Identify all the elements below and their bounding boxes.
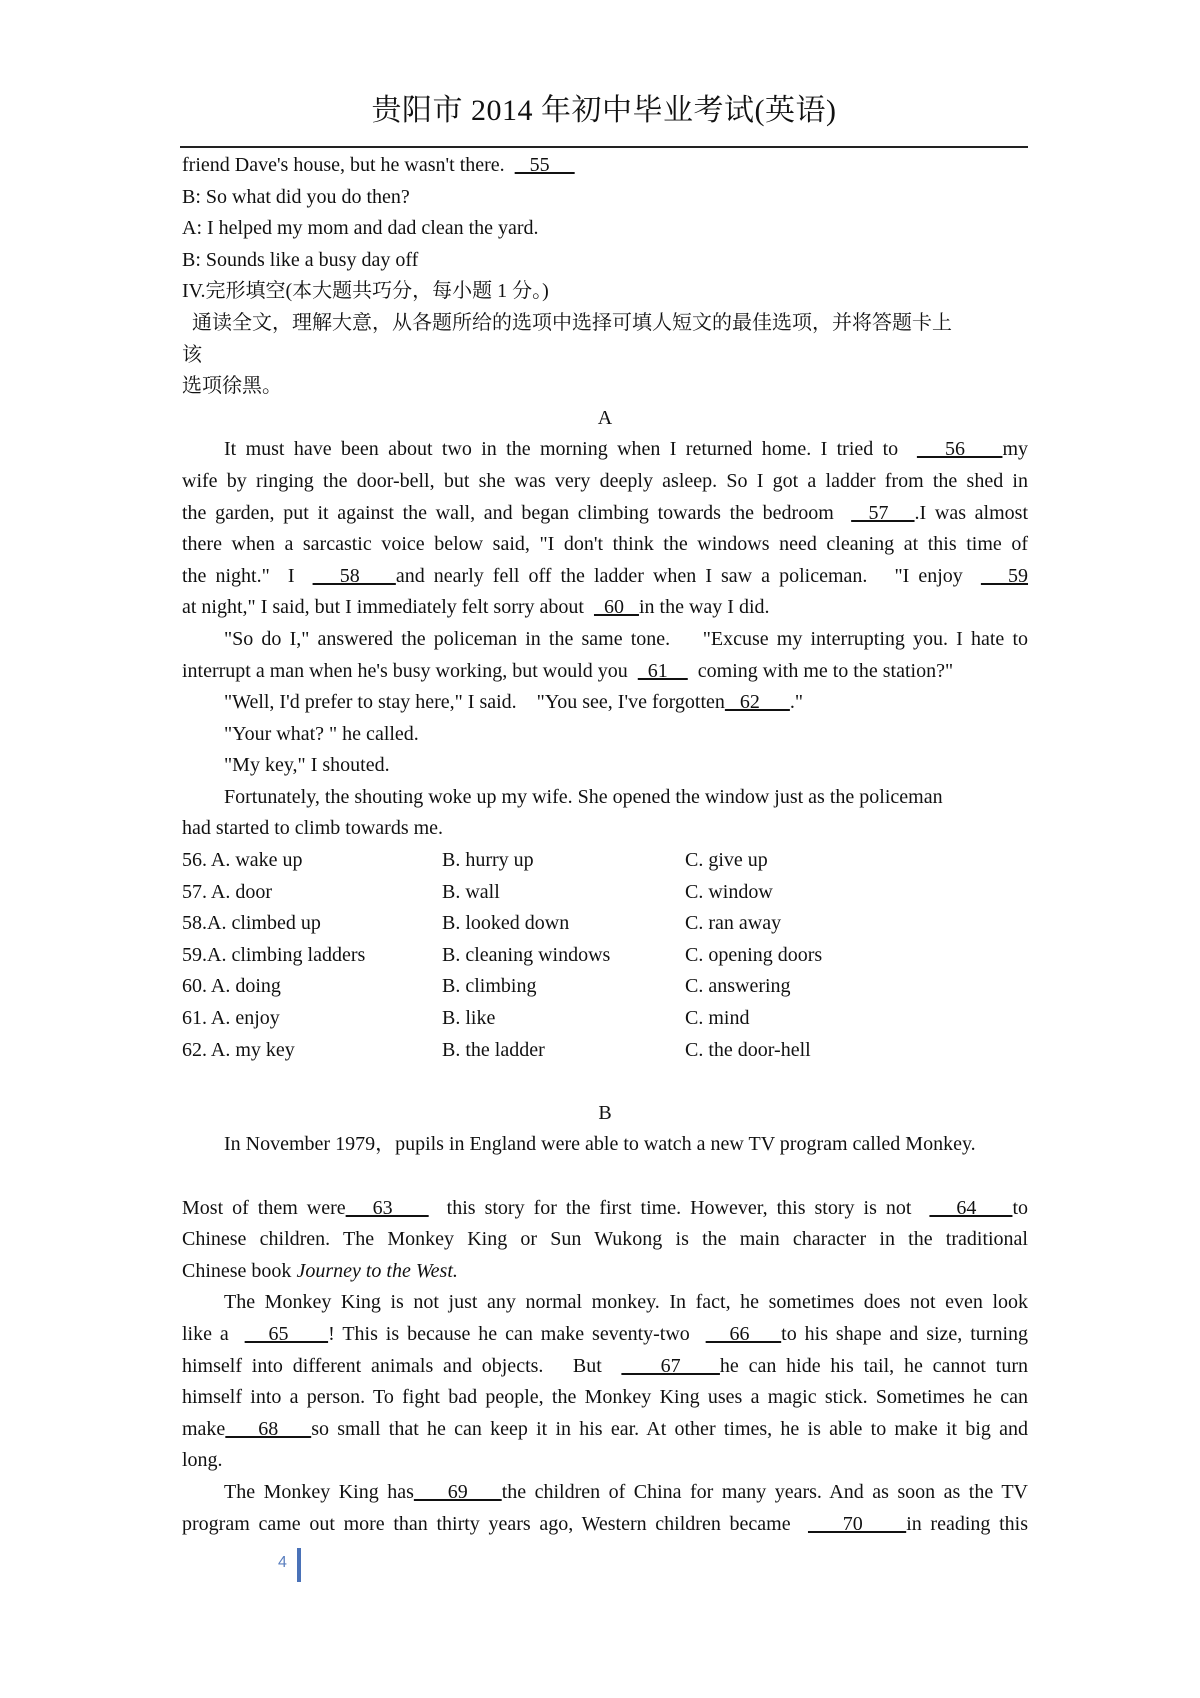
text-run: In November 1979，pupils in England were able to watch a new TV program called Monkey. bbox=[224, 1133, 976, 1156]
answer-blank: 70 bbox=[807, 1512, 907, 1535]
text-run: wife by ringing the door-bell, but she was very deeply asleep. So I got a ladder from the shed in bbox=[182, 469, 1028, 492]
passage-line bbox=[182, 1445, 1028, 1477]
text-run: in reading this bbox=[906, 1512, 1028, 1535]
text-run: "Your what? " he called. bbox=[224, 722, 419, 745]
passage-line bbox=[182, 1509, 1028, 1541]
answer-blank: 58 bbox=[312, 564, 396, 587]
option-choice: 62. A. my key bbox=[182, 1038, 295, 1061]
option-choice: C. answering bbox=[685, 975, 791, 998]
page-number: 4 bbox=[278, 1554, 287, 1571]
passage-line bbox=[182, 687, 1028, 719]
option-choice: 60. A. doing bbox=[182, 975, 281, 998]
passage-line bbox=[182, 656, 1028, 688]
text-run: ! This is because he can make seventy-two bbox=[328, 1322, 706, 1345]
text-run: make bbox=[182, 1417, 226, 1440]
passage-line bbox=[182, 1256, 1028, 1288]
option-row bbox=[182, 971, 1028, 1003]
answer-blank: 66 bbox=[705, 1322, 782, 1345]
text-run: "My key," I shouted. bbox=[224, 754, 390, 777]
option-choice: 57. A. door bbox=[182, 880, 272, 903]
answer-blank: 67 bbox=[621, 1354, 720, 1377]
passage-a-label: A bbox=[597, 406, 613, 429]
option-choice: B. looked down bbox=[442, 912, 570, 935]
text-run: .I was almost bbox=[914, 501, 1029, 524]
text-run: "Well, I'd prefer to stay here," I said. "You see, I've forgotten bbox=[224, 691, 725, 714]
text-run: Chinese children. The Monkey King or Sun Wukong is the main character in the traditional bbox=[182, 1228, 1028, 1251]
option-choice: 61. A. enjoy bbox=[182, 1007, 280, 1030]
text-run: himself into a person. To fight bad people, the Monkey King uses a magic stick. Sometimes he can bbox=[182, 1386, 1028, 1409]
option-choice: C. opening doors bbox=[685, 943, 823, 966]
passage-b-label: B bbox=[598, 1101, 612, 1124]
passage-line bbox=[182, 498, 1028, 530]
text-run: Fortunately, the shouting woke up my wife. She opened the window just as the policeman bbox=[224, 785, 943, 808]
option-choice: 59.A. climbing ladders bbox=[182, 943, 366, 966]
text-run: at night," I said, but I immediately felt sorry about bbox=[182, 596, 594, 619]
option-row bbox=[182, 940, 1028, 972]
option-row bbox=[182, 908, 1028, 940]
option-row bbox=[182, 845, 1028, 877]
dialogue-line bbox=[182, 245, 1028, 277]
passage-line bbox=[182, 592, 1028, 624]
text-run: to bbox=[1012, 1196, 1029, 1219]
option-choice: B. hurry up bbox=[442, 849, 534, 872]
text-run: B: So what did you do then? bbox=[182, 185, 410, 208]
text-run: Chinese book bbox=[182, 1259, 297, 1282]
text-run: himself into different animals and objects. But bbox=[182, 1354, 622, 1377]
section-instructions: 通读全文，理解大意，从各题所给的选项中选择可填人短文的最佳选项，并将答题卡上 bbox=[182, 311, 952, 334]
passage-line bbox=[182, 719, 1028, 751]
passage-line bbox=[182, 1129, 1028, 1161]
text-run: this story for the first time. However, this story is not bbox=[428, 1196, 930, 1219]
passage-line bbox=[182, 1319, 1028, 1351]
answer-blank: 56 bbox=[916, 438, 1003, 461]
passage-line bbox=[182, 1193, 1028, 1225]
passage-line bbox=[182, 1287, 1028, 1319]
passage-line bbox=[182, 782, 1028, 814]
dialogue-line bbox=[182, 213, 1028, 245]
text-run: B: Sounds like a busy day off bbox=[182, 248, 419, 271]
answer-blank: 65 bbox=[244, 1322, 329, 1345]
text-run: like a bbox=[182, 1322, 245, 1345]
option-choice: B. wall bbox=[442, 880, 500, 903]
passage-line bbox=[182, 1477, 1028, 1509]
text-run: to his shape and size, turning bbox=[781, 1322, 1028, 1345]
answer-blank: 62 bbox=[724, 691, 790, 714]
page-number-bar bbox=[297, 1548, 301, 1582]
header-rule bbox=[180, 146, 1028, 148]
option-choice: C. the door-hell bbox=[685, 1038, 811, 1061]
passage-b bbox=[182, 1193, 1028, 1541]
option-choice: C. give up bbox=[685, 849, 768, 872]
text-run: interrupt a man when he's busy working, but would you bbox=[182, 659, 638, 682]
text-run: ." bbox=[789, 691, 804, 714]
section-instructions-cont: 该 bbox=[182, 343, 202, 366]
text-run: friend Dave's house, but he wasn't there. bbox=[182, 154, 515, 176]
text-run: he can hide his tail, he cannot turn bbox=[719, 1354, 1028, 1377]
option-choice: C. ran away bbox=[685, 912, 782, 935]
option-choice: C. mind bbox=[685, 1007, 750, 1030]
passage-line bbox=[182, 1382, 1028, 1414]
answer-blank: 68 bbox=[225, 1417, 312, 1440]
answer-blank: 63 bbox=[345, 1196, 429, 1219]
passage-line bbox=[182, 466, 1028, 498]
answer-blank: 59 bbox=[980, 564, 1029, 587]
text-run: program came out more than thirty years ago, Western children became bbox=[182, 1512, 808, 1535]
text-run: It must have been about two in the morning when I returned home. I tried to bbox=[224, 438, 917, 461]
section-heading: IV.完形填空(本大题共巧分，每小题 1 分。) bbox=[182, 280, 549, 303]
passage-line bbox=[182, 561, 1028, 593]
page-title: 贵阳市 2014 年初中毕业考试(英语) bbox=[371, 94, 837, 127]
passage-a bbox=[182, 434, 1028, 845]
option-choice: B. climbing bbox=[442, 975, 537, 998]
passage-line bbox=[182, 1351, 1028, 1383]
section-instructions-end: 选项徐黑。 bbox=[182, 375, 282, 398]
text-run: and nearly fell off the ladder when I saw a policeman. "I enjoy bbox=[395, 564, 981, 587]
text-run: Most of them were bbox=[182, 1196, 346, 1219]
passage-line bbox=[182, 1224, 1028, 1256]
passage-b-first-line bbox=[182, 1129, 1028, 1161]
answer-blank: 64 bbox=[929, 1196, 1013, 1219]
option-choice: 58.A. climbed up bbox=[182, 912, 321, 935]
text-run: the children of China for many years. And as soon as the TV bbox=[501, 1480, 1028, 1503]
passage-a-options bbox=[182, 845, 1028, 1066]
text-run: there when a sarcastic voice below said, "I don't think the windows need cleaning at this time of bbox=[182, 533, 1028, 556]
text-run: long. bbox=[182, 1449, 223, 1472]
option-choice: B. like bbox=[442, 1007, 496, 1030]
passage-line bbox=[182, 434, 1028, 466]
answer-blank: 55 bbox=[514, 154, 575, 176]
text-run: The Monkey King has bbox=[224, 1480, 414, 1503]
document-body bbox=[182, 150, 1028, 1540]
answer-blank: 60 bbox=[593, 596, 639, 619]
answer-blank: 61 bbox=[637, 659, 688, 682]
text-run: "So do I," answered the policeman in the same tone. "Excuse my interrupting you. I hate to bbox=[224, 627, 1028, 650]
option-choice: 56. A. wake up bbox=[182, 849, 303, 872]
text-run: coming with me to the station?" bbox=[687, 659, 954, 682]
option-choice: C. window bbox=[685, 880, 773, 903]
text-run: had started to climb towards me. bbox=[182, 817, 444, 840]
text-run: The Monkey King is not just any normal monkey. In fact, he sometimes does not even look bbox=[224, 1291, 1028, 1314]
text-run: A: I helped my mom and dad clean the yard. bbox=[182, 217, 539, 240]
option-row bbox=[182, 1035, 1028, 1067]
book-title: Journey to the West. bbox=[296, 1259, 458, 1282]
passage-line bbox=[182, 529, 1028, 561]
option-choice: B. cleaning windows bbox=[442, 943, 611, 966]
option-row bbox=[182, 1003, 1028, 1035]
answer-blank: 69 bbox=[413, 1480, 502, 1503]
passage-line bbox=[182, 624, 1028, 656]
option-row bbox=[182, 877, 1028, 909]
text-run: the garden, put it against the wall, and began climbing towards the bedroom bbox=[182, 501, 852, 524]
text-run: the night." I bbox=[182, 564, 313, 587]
passage-line bbox=[182, 813, 1028, 845]
passage-line bbox=[182, 1414, 1028, 1446]
option-choice: B. the ladder bbox=[442, 1038, 545, 1061]
passage-line bbox=[182, 750, 1028, 782]
answer-blank: 57 bbox=[851, 501, 915, 524]
dialogue-line bbox=[182, 150, 1028, 182]
text-run: in the way I did. bbox=[638, 596, 770, 619]
text-run: so small that he can keep it in his ear. At other times, he is able to make it big and bbox=[311, 1417, 1028, 1440]
dialogue-line bbox=[182, 182, 1028, 214]
text-run: my bbox=[1002, 438, 1029, 461]
dialogue-section bbox=[182, 150, 1028, 276]
